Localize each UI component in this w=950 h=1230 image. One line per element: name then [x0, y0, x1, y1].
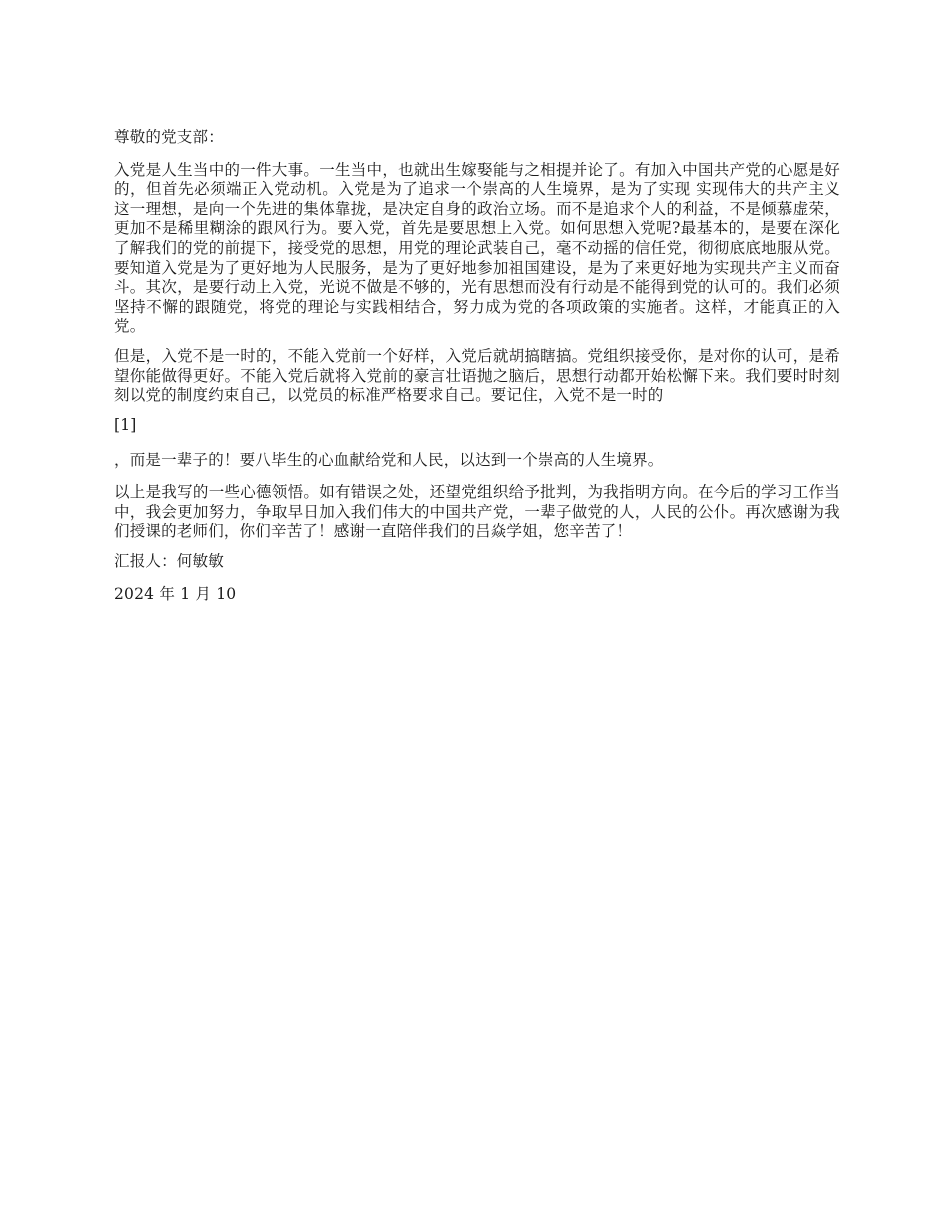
salutation: 尊敬的党支部：: [114, 128, 224, 146]
body-paragraph-3: ，而是一辈子的！要八毕生的心血献给党和人民，以达到一个崇高的人生境界。: [114, 451, 664, 470]
reporter-signature: 汇报人：何敏敏: [114, 551, 224, 570]
report-date: 2024 年 1 月 10: [114, 585, 237, 604]
body-paragraph-1: 入党是人生当中的一件大事。一生当中，也就出生嫁娶能与之相提并论了。有加入中国共产党的心愿是好的，但首先必须端正入党动机。入党是为了追求一个崇高的人生境界，是为了实现 实现伟大的共产主义这一理想，是向一个先进的集体靠拢，是决定自身的政治立场。而不是追求个人的利益，不是倾慕虚荣，更加不是稀里糊涂的跟风行为。要入党，首先是要思想上入党。如何思想入党呢?最基本的，是要在深化了解我们的党的前提下，接受党的思想，用党的理论武装自己，毫不动摇的信任党，彻彻底底地服从党。要知道入党是为了更好地为人民服务，是为了更好地参加祖国建设，是为了来更好地为实现共产主义而奋斗。其次，是要行动上入党，光说不做是不够的，光有思想而没有行动是不能得到党的认可的。我们必须坚持不懈的跟随党，将党的理论与实践相结合，努力成为党的各项政策的实施者。这样，才能真正的入党。: [114, 160, 840, 336]
document-page: [114, 128, 840, 615]
body-paragraph-2: 但是，入党不是一时的，不能入党前一个好样，入党后就胡搞瞎搞。党组织接受你，是对你的认可，是希望你能做得更好。不能入党后就将入党前的豪言壮语抛之脑后，思想行动都开始松懈下来。我们要时时刻刻以党的制度约束自己，以党员的标准严格要求自己。要记住，入党不是一时的: [114, 346, 840, 405]
footnote-marker: [1]: [114, 415, 137, 434]
closing-paragraph: 以上是我写的一些心德领悟。如有错误之处，还望党组织给予批判，为我指明方向。在今后的学习工作当中，我会更加努力，争取早日加入我们伟大的中国共产党，一辈子做党的人，人民的公仆。再次感谢为我们授课的老师们，你们辛苦了！感谢一直陪伴我们的吕焱学姐，您辛苦了！: [114, 482, 840, 541]
